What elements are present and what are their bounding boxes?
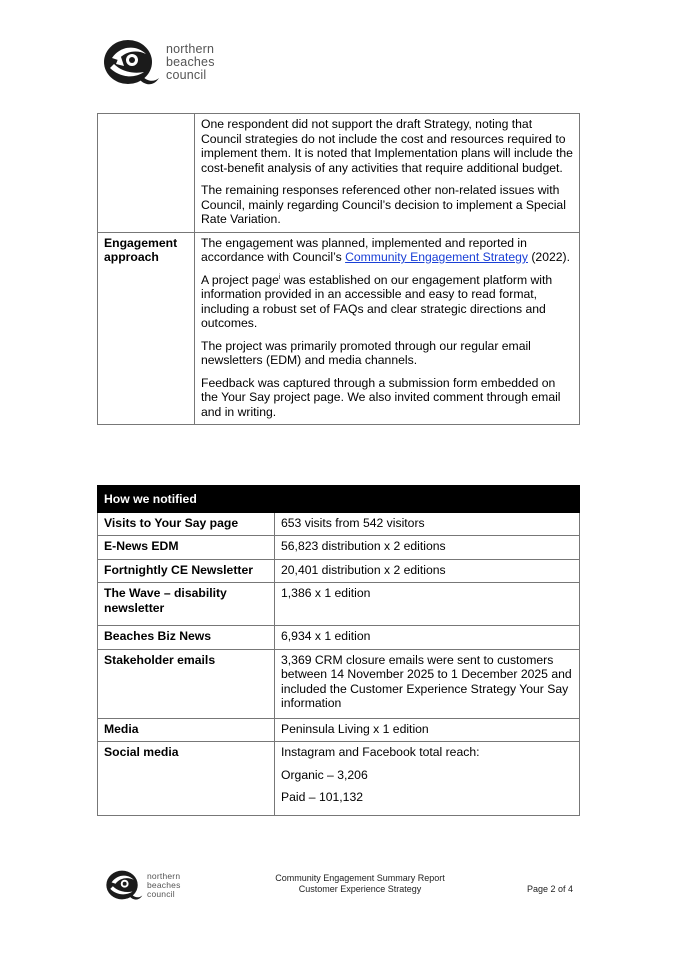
table-row bbox=[98, 232, 580, 425]
row-label: Media bbox=[98, 718, 275, 742]
paragraph: The remaining responses referenced other non-related issues with Council, mainly regarding Council’s decision to implement a Special Rate Variation. bbox=[201, 183, 566, 226]
table-row bbox=[98, 114, 580, 233]
endnote-reference[interactable]: i bbox=[278, 273, 281, 281]
table-row bbox=[98, 583, 580, 626]
report-title: Community Engagement Summary Report bbox=[275, 873, 445, 883]
row-value: 3,369 CRM closure emails were sent to customers between 14 November 2025 to 1 December 2025 and included the Customer Experience Strategy Your Say information bbox=[275, 649, 580, 718]
header-logo-text bbox=[166, 43, 215, 82]
row-label: Visits to Your Say page bbox=[98, 512, 275, 536]
row-label: E-News EDM bbox=[98, 536, 275, 560]
logo-line-beaches: beaches bbox=[147, 879, 181, 890]
report-subtitle: Customer Experience Strategy bbox=[298, 884, 422, 894]
paragraph: Paid – 101,132 bbox=[281, 790, 363, 804]
paragraph bbox=[201, 273, 573, 331]
table-row bbox=[98, 536, 580, 560]
text: was established on our engagement platform with information provided in an accessible and easy to read format, including a robust set of FAQs and clear strategic directions and outcomes. bbox=[201, 272, 553, 330]
row-label: The Wave – disability newsletter bbox=[98, 583, 275, 626]
northern-beaches-council-logo-icon bbox=[102, 36, 160, 88]
table-row bbox=[98, 626, 580, 650]
paragraph bbox=[201, 236, 573, 265]
table-row bbox=[98, 742, 580, 816]
table-row bbox=[98, 649, 580, 718]
text: (2022). bbox=[527, 250, 570, 264]
footer-report-title bbox=[250, 873, 470, 895]
table-header: How we notified bbox=[98, 486, 580, 513]
paragraph: Feedback was captured through a submission form embedded on the Your Say project page. We also invited comment through email and in writing. bbox=[201, 375, 561, 419]
row-label-engagement-approach: Engagement approach bbox=[98, 232, 195, 425]
paragraph: Instagram and Facebook total reach: bbox=[281, 745, 480, 759]
row-label: Stakeholder emails bbox=[98, 649, 275, 718]
row-content bbox=[195, 114, 580, 233]
row-label bbox=[98, 114, 195, 233]
row-label: Fortnightly CE Newsletter bbox=[98, 559, 275, 583]
row-content bbox=[195, 232, 580, 425]
header-logo bbox=[102, 36, 215, 88]
row-value bbox=[275, 742, 580, 816]
row-label: Social media bbox=[98, 742, 275, 816]
how-we-notified-table bbox=[97, 485, 580, 816]
row-value: Peninsula Living x 1 edition bbox=[275, 718, 580, 742]
row-value: 20,401 distribution x 2 editions bbox=[275, 559, 580, 583]
row-value: 653 visits from 542 visitors bbox=[275, 512, 580, 536]
paragraph: Organic – 3,206 bbox=[281, 767, 368, 782]
text: The engagement was planned, implemented and reported in accordance with Council’s bbox=[201, 235, 527, 264]
logo-line-beaches: beaches bbox=[166, 54, 215, 69]
row-label: Beaches Biz News bbox=[98, 626, 275, 650]
paragraph: One respondent did not support the draft Strategy, noting that Council strategies do not include the cost and resources required to implement them. It is noted that Implementation plans will include the cost-benefit analysis of any activities that require additional budget. bbox=[201, 117, 573, 175]
logo-line-council: council bbox=[147, 888, 175, 899]
northern-beaches-council-logo-icon bbox=[105, 868, 143, 902]
footer-logo bbox=[105, 868, 181, 902]
engagement-table bbox=[97, 113, 580, 425]
table-row bbox=[98, 718, 580, 742]
paragraph: The project was primarily promoted through our regular email newsletters (EDM) and media channels. bbox=[201, 338, 531, 367]
page-number: Page 2 of 4 bbox=[527, 884, 574, 894]
table-row bbox=[98, 512, 580, 536]
table-row bbox=[98, 559, 580, 583]
community-engagement-strategy-link[interactable]: Community Engagement Strategy bbox=[345, 250, 528, 264]
row-value: 6,934 x 1 edition bbox=[275, 626, 580, 650]
logo-line-council: council bbox=[166, 67, 207, 82]
row-value: 56,823 distribution x 2 editions bbox=[275, 536, 580, 560]
row-value: 1,386 x 1 edition bbox=[275, 583, 580, 626]
table-header-row bbox=[98, 486, 580, 513]
text: A project page bbox=[201, 272, 279, 287]
logo-line-northern: northern bbox=[147, 870, 181, 881]
logo-line-northern: northern bbox=[166, 41, 215, 56]
footer-logo-text bbox=[147, 872, 181, 899]
